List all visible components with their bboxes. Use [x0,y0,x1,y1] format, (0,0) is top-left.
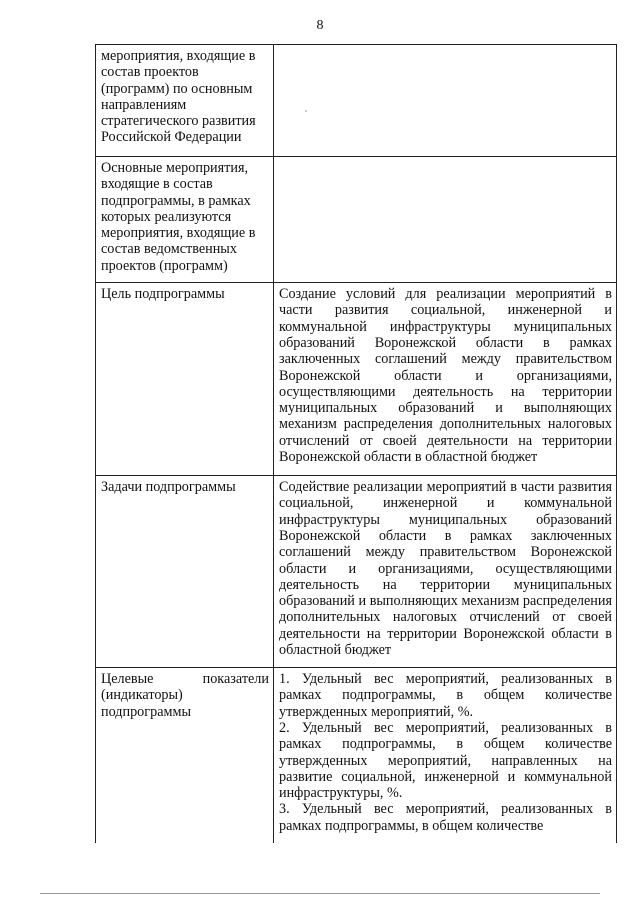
row-value-tasks: Содействие реализации мероприятий в части развития социальной, инженерной и коммунальной инфраструктуры муниципальных образований Воронежской области в рамках заключенных соглашений между правительством Воронежской области и организациями, осуществляющими деятельность на территории муниципальных образований и выполняющих механизм распределения дополнительных налоговых отчислений от своей деятельности на территории Воронежской области в областной бюджет [274,476,617,668]
table-row [96,283,617,476]
bottom-rule [40,893,600,894]
row-label-goal: Цель подпрограммы [96,283,274,476]
row-value-goal: Создание условий для реализации мероприятий в части развития социальной, инженерной и коммунальной инфраструктуры муниципальных образований Воронежской области в рамках заключенных соглашений между правительством Воронежской области и организациями, осуществляющими деятельность на территории муниципальных образований и выполняющих механизм распределения дополнительных налоговых отчислений от своей деятельности на территории Воронежской области в областной бюджет [274,283,617,476]
row-label-tasks: Задачи подпрограммы [96,476,274,668]
row-label-indicators: Целевые показатели (индикаторы) подпрограммы [96,668,274,844]
row-label: мероприятия, входящие в состав проектов (программ) по основным направлениям стратегического развития Российской Федерации [96,45,274,157]
table-row [96,157,617,283]
indicator-item: 3. Удельный вес мероприятий, реализованных в рамках подпрограммы, в общем количестве [279,801,612,834]
indicator-item: 2. Удельный вес мероприятий, реализованных в рамках подпрограммы, в общем количестве утвержденных мероприятий, направленных на развитие социальной, инженерной и коммунальной инфраструктуры, %. [279,719,612,802]
row-value [274,157,617,283]
table-row [96,45,617,157]
row-value [274,45,617,157]
scan-speck [305,110,307,112]
table-row [96,476,617,668]
row-label: Основные мероприятия, входящие в состав подпрограммы, в рамках которых реализуются мероприятия, входящие в состав ведомственных проектов (программ) [96,157,274,283]
table-row [96,668,617,844]
subprogram-passport-table [95,44,617,843]
indicator-item: 1. Удельный вес мероприятий, реализованных в рамках подпрограммы, в общем количестве утвержденных мероприятий, %. [279,671,612,720]
page-number: 8 [316,18,324,33]
row-value-indicators [274,668,617,844]
